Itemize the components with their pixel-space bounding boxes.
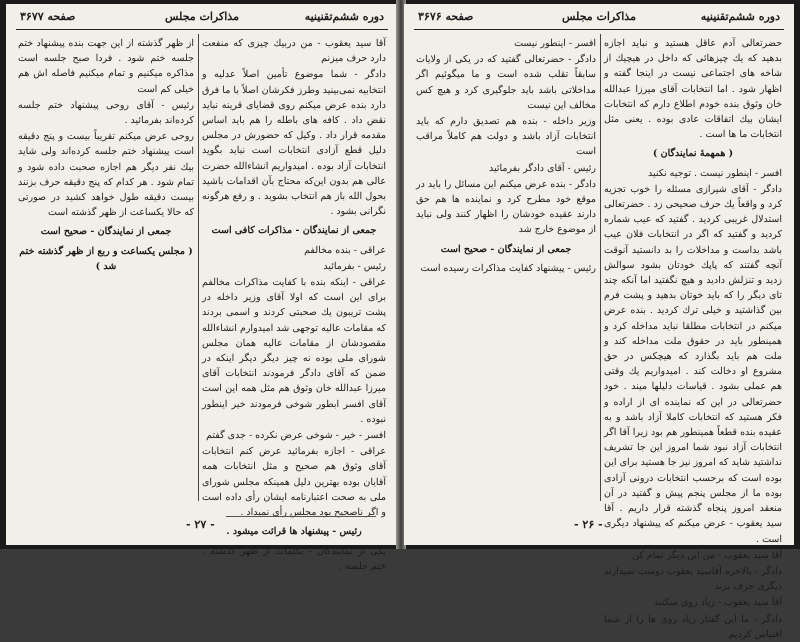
- right-running-head: [418, 10, 780, 28]
- paragraph: افسر - خیر - شوخی عرض نكرده - جدی گفتم: [206, 430, 386, 442]
- paragraph: روحی عرض میكنم تقریباً بیست و پنج دقیقه است پیشنهاد ختم جلسه كرده‌اند ولی شاید بیك نفر دیگر هم اجازه صحبت داده شود و تمام شود . هر كدام كه پنج دقیقه حرف بزنند بیست دقیقه طول خواهد كشید در صورتی كه حالا یكساعت از ظهر گذشته است: [18, 131, 194, 219]
- centered-note: ( مجلس یكساعت و ربع از ظهر گذشته ختم شد ): [19, 245, 193, 272]
- left-page-column-left: [18, 36, 194, 505]
- paragraph: افسر - اینطور نیست: [514, 38, 596, 49]
- right-column-divider: [600, 34, 601, 501]
- paragraph: رئیس - پیشنهاد كفایت مذاكرات رسیده است: [420, 262, 596, 274]
- right-header-rule: [414, 29, 784, 30]
- paragraph: عراقی - اینكه بنده با كفایت مذاكرات مخالفم برای این است كه اولا آقای وزیر داخله در پشت تریبون یك صحبتی كردند و اسمی بردند كه مقامات عالیه توجهی شد امیدوارم انشاءالله مقصودشان از مقامات عالیه همان مجلس شورای ملی بوده نه چیز دیگر دیگر اینكه در ضمن كه آقای دادگر فرمودند انتخابات آقای میرزا عبدالله خان وثوق هم مثل همه این است آقای افسر ابطور شوخی فرمودند خیر اینطور نبوده .: [202, 277, 386, 425]
- paragraph: حضرتعالی آدم عاقل هستید و نباید اجازه بدهید كه یك چیزهائی كه داخل در هیچیك از شاخه های اجتماعی نیست در اینجا گفته و اظهار شود . اما انتخابات آقای میرزا عبدالله خان وثوق بنده خودم اطلاع دارم كه انتخابات ایشان بیك اتفاقات عادی بوده . یعنی مثل انتخابات ما ها است .: [604, 38, 782, 141]
- left-header-rule: [16, 29, 388, 30]
- paragraph: یكی از نمایندگان - بكلمات از ظهر گذشته . ختم جلسه .: [202, 545, 386, 572]
- centered-note: جمعی از نمایندگان - صحیح است: [440, 243, 572, 255]
- centered-note: جمعی از نمایندگان - صحیح است: [40, 226, 172, 238]
- paragraph: افسر - اینطور نیست . توجیه نكنید: [648, 167, 782, 179]
- paragraph: وزیر داخله - بنده هم تصدیق دارم كه باید انتخابات آزاد باشد و دولت هم كاملاً مراقب است: [416, 116, 596, 158]
- paragraph: دادگر - بنده عرض میكنم این مسائل را باید در موقع خود مطرح كرد و نماینده ها هم حق دارند عقیده خودشان را اظهار كنند ولی نباید از موضوع خارج شد: [416, 178, 596, 236]
- right-page-column-right: [604, 36, 782, 640]
- left-header-page-number: صفحه ۳۶۷۷: [20, 10, 76, 23]
- right-header-page-number: صفحه ۳۶۷۶: [418, 10, 474, 23]
- left-page: [6, 4, 398, 572]
- right-header-session: دوره ششم‌تقنینیه: [700, 10, 780, 23]
- left-header-session: دوره ششم‌تقنینیه: [304, 10, 384, 23]
- right-page: [404, 4, 794, 640]
- left-column-divider: [198, 34, 199, 501]
- right-page-column-left: [416, 36, 596, 505]
- centered-note: رئیس - پیشنهاد ها قرائت میشود .: [226, 526, 362, 538]
- left-running-head: [20, 10, 384, 28]
- left-page-folio: - ۲۷ -: [186, 518, 215, 531]
- paragraph: آقا سید یعقوب - من این دیگر تمام كن: [631, 549, 782, 561]
- left-page-column-right: [202, 36, 386, 572]
- left-header-title: مذاکرات مجلس: [165, 10, 239, 23]
- centered-note: ( همهمهٔ نمایندگان ): [652, 148, 734, 160]
- paragraph: از ظهر گذشته از این جهت بنده پیشنهاد ختم جلسه ختم شود . فردا صبح جلسه است مذاكره میكنیم و تمام میكنیم فاصله اش هم خیلی كم است: [18, 38, 194, 95]
- paragraph: عراقی - بنده مخالفم: [304, 244, 386, 256]
- paragraph: دادگر - ما این گفتار زیاد روی ها را از شما اقتباس كردیم: [604, 613, 782, 640]
- paragraph: آقا سید یعقوب - من دربیك چیزی كه منفعت دارد حرف میزنم: [202, 38, 386, 65]
- right-header-title: مذاکرات مجلس: [562, 10, 636, 23]
- right-page-folio: - ۲۶ -: [574, 518, 603, 531]
- paragraph: دادگر - بالاخره آقاسید یعقوب دوست نمیدارند دیگری حرف بزند: [604, 565, 782, 593]
- paragraph: دادگر - شما موضوع تأمین اصلاً عدلیه و انتخابیه نمی‌بینید وطرز فكرشان اصلاً با ما فرق دارد بنده عرض میكنم روی قضایای قرینه نباید نقض داد . كافه های باطله را هم باید اساس مقدمه قرار داد . وكیل كه حضورش در مجلس دلیل قطع آزادی انتخابات است نباید بگوید انتخابات آزاد بوده . امیدواریم انشاءالله حضرت عالی هم بدون این‌كه محتاج بآن اقدامات باشید بحول الله باز هم انتخاب بشوید . و رفع هرگونه نگرانی بشود .: [202, 69, 386, 218]
- paragraph: دادگر - آقای شیرازی مسئله را خوب تجزیه كرد و واقعاً یك حرف صحیحی زد . حضرتعالی استدلال غریبی كردید . گفتید كه عیب شماره كردید و گفتید كه اگر در انتخابات فلان عیب باشد بداست و مداخلات را بد دانستید آنوقت آنچه گفتند كه پاپك خودتان بشود سوالش زدید و تنزلش دادید و هیچ نگفتید اما آنكه چند تای دیگر را كه باید خوتان بدهید و پشت فرم بین گذاشتید و خیلی ترك كردید . بنده عرض میكنم در انتخابات مطلقا نباید مداخله كرد و همینطور باید در حقوق ملت مداخله كند و ملت هم باید بگذارد كه هیچكس در حق مشروع او دخالت كند . امیدواریم یك وقتی هم عملی بشود . قیاسات دلیلها میند . خود حضرتعالی در این كه نماینده ای از اراده و فكر هستید كه انتخابات كاملا آزاد باشد و به عقیده بنده قطعاً همینطور هم بود زیرا آقا اگر انتخابات آزاد نبود شما امروز این جا تشریف نداشتید شاید كه امروز نیز جا هستید برای این بوده است كه برحسب انتخابات درونی آزادی بوده ما از مجلس پنجم پیش و گفتید در آن منعقد امروز پنجاه گذشته قرار داریم . آقا سید یعقوب - عرض میكنم كه پیشنهاد دیگری است .: [604, 183, 782, 545]
- paragraph: عراقی - اجازه بفرمائید عرض كنم انتخابات آقای وثوق هم صحیح و مثل انتخابات همه آقایان بوده بهترین دلیل همینكه مجلس شورای ملی به صحت اعتبارنامه ایشان رأی داده است و اگر ناصحیح بود مجلس رأی نمیداد .: [202, 446, 386, 519]
- left-end-rule: [226, 516, 376, 517]
- paragraph: رئیس - آقای روحی پیشنهاد ختم جلسه كرده‌اند بفرمائید .: [18, 99, 194, 127]
- paragraph: آقا سید یعقوب - زیاد روی میكنید: [654, 597, 782, 609]
- centered-note: جمعی از نمایندگان - مذاكرات كافی است: [211, 225, 377, 237]
- paragraph: رئیس - آقای دادگر بفرمائید: [488, 162, 596, 174]
- paragraph: دادگر - حضرتعالی گفتید كه در یكی از ولایات سابقاً تقلب شده است و ما میگوئیم اگر مداخلاتی باشد باید جلوگیری كرد و هیچ كس مخالف این نیست: [416, 54, 596, 111]
- paragraph: رئیس - بفرمائید: [323, 260, 386, 272]
